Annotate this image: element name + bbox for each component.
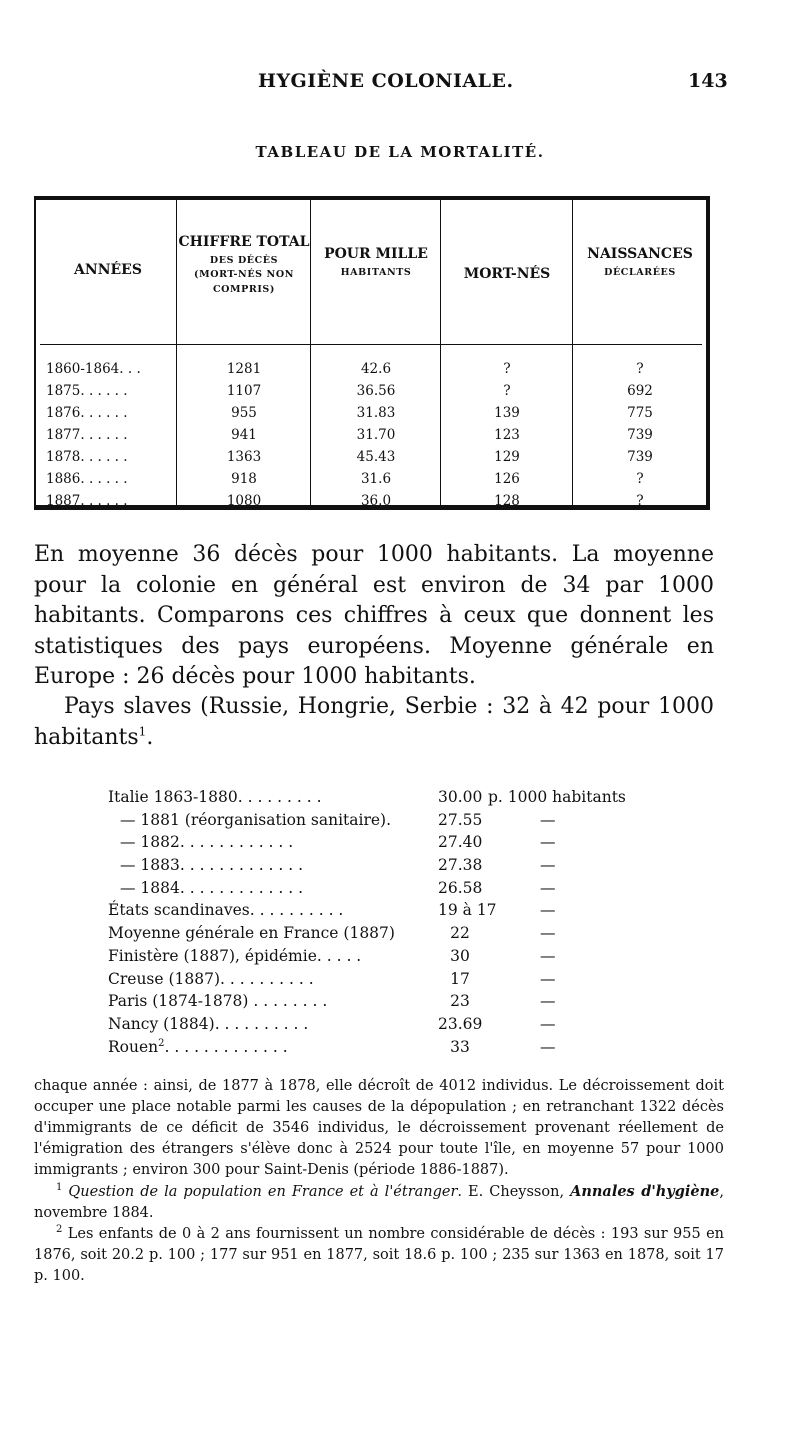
cell-stillborn: ?: [503, 383, 511, 399]
stat-label: Nancy (1884). . . . . . . . . .: [108, 1014, 309, 1033]
footnote-1-title: Question de la population en France et à l'étranger: [68, 1184, 458, 1200]
cell-year: 1887. . . . . .: [46, 493, 128, 509]
stat-label: — 1884. . . . . . . . . . . . .: [120, 878, 304, 897]
cell-year: 1877. . . . . .: [46, 427, 128, 443]
stat-unit: —: [540, 878, 556, 897]
cell-total: 1363: [226, 449, 262, 465]
stat-unit: —: [540, 969, 556, 988]
column-divider: [572, 200, 573, 505]
stat-value: 23: [450, 992, 470, 1011]
header-years: ANNÉES: [74, 262, 142, 278]
column-divider: [440, 200, 441, 505]
footnote-1: [34, 1181, 724, 1224]
stat-row: [108, 901, 668, 924]
cell-year: 1876. . . . . .: [46, 405, 128, 421]
stat-value: 17: [450, 969, 470, 988]
table-title: TABLEAU DE LA MORTALITÉ.: [255, 143, 545, 161]
cell-per-mille: 36.0: [360, 493, 392, 509]
column-stillborn: [442, 358, 572, 512]
stat-unit: —: [540, 901, 556, 920]
stat-value: 27.40: [438, 833, 483, 852]
cell-year: 1860-1864. . .: [46, 361, 141, 377]
stat-value: 33: [450, 1037, 470, 1056]
stat-row: [108, 970, 668, 993]
cell-per-mille: 31.83: [356, 405, 396, 421]
cell-per-mille: 31.70: [356, 427, 396, 443]
stat-value: 22: [450, 924, 470, 943]
stat-unit: —: [540, 924, 556, 943]
stat-value: 27.38: [438, 856, 483, 875]
header-per-mille: [312, 244, 440, 280]
cell-per-mille: 42.6: [360, 361, 392, 377]
column-divider: [176, 200, 177, 505]
header-stillborn: MORT-NÉS: [463, 266, 551, 282]
running-head: [0, 68, 800, 98]
header-total-main: CHIFFRE TOTAL: [178, 234, 310, 250]
footnote-number: 1: [56, 1182, 63, 1194]
stat-row: [108, 1015, 668, 1038]
cell-births: 739: [627, 449, 653, 465]
footnote-1-journal: Annales d'hygiène: [570, 1183, 720, 1200]
stat-row: [108, 1038, 668, 1061]
cell-births: 739: [627, 427, 653, 443]
footnote-1-author: . E. Cheysson,: [457, 1184, 571, 1200]
cell-births: 775: [627, 405, 653, 421]
footnote-2: [34, 1224, 724, 1287]
stat-unit: —: [540, 992, 556, 1011]
cell-total: 955: [231, 405, 257, 421]
stat-unit: —: [540, 946, 556, 965]
cell-total: 918: [231, 471, 257, 487]
stat-label: Moyenne générale en France (1887): [108, 924, 395, 943]
header-total-deaths: [178, 232, 310, 298]
stat-unit: —: [540, 833, 556, 852]
cell-per-mille: 36.56: [356, 383, 396, 399]
header-births-sub: DÉCLARÉES: [604, 266, 676, 278]
column-years: [46, 358, 176, 512]
footnote-ref: 2: [158, 1037, 165, 1049]
stat-row: [108, 856, 668, 879]
cell-stillborn: 123: [494, 427, 520, 443]
stat-row: [108, 879, 668, 902]
cell-births: 692: [627, 383, 653, 399]
page-number: 143: [688, 70, 728, 92]
stat-row: [108, 947, 668, 970]
stat-label: Paris (1874-1878) . . . . . . . .: [108, 992, 328, 1011]
slavic-end: .: [146, 724, 154, 750]
header-total-sub1: DES DÉCÈS: [209, 254, 279, 266]
footnotes: [34, 1076, 724, 1287]
stat-row: [108, 924, 668, 947]
stat-unit: —: [540, 1014, 556, 1033]
header-births: [574, 244, 706, 280]
header-rule: [40, 344, 702, 345]
stat-label: Finistère (1887), épidémie. . . . .: [108, 946, 362, 965]
mortality-table: [34, 196, 710, 510]
running-title: HYGIÈNE COLONIALE.: [258, 70, 514, 92]
mortality-comparison-list: [108, 788, 668, 1060]
stat-label: États scandinaves. . . . . . . . . .: [108, 901, 344, 920]
column-per-mille: [312, 358, 440, 512]
cell-stillborn: 126: [494, 471, 520, 487]
column-births: [574, 358, 706, 512]
footnote-2-text: Les enfants de 0 à 2 ans fournissent un nombre considérable de décès : 193 sur 955 en 1876, soit 20.2 p. 100 ; 177 sur 951 en 1877, soit 18.6 p. 100 ; 235 sur 1363 en 1878, soit 17 p. 100.: [34, 1226, 725, 1284]
header-per-mille-sub: HABITANTS: [340, 266, 412, 278]
cell-births: ?: [636, 361, 644, 377]
stat-value: 23.69: [438, 1014, 483, 1033]
cell-year: 1875. . . . . .: [46, 383, 128, 399]
stat-label: Creuse (1887). . . . . . . . . .: [108, 969, 314, 988]
stat-label: — 1881 (réorganisation sanitaire).: [120, 810, 392, 829]
header-total-sub2: (MORT-NÉS NON: [194, 269, 294, 281]
header-total-sub3: COMPRIS): [213, 284, 275, 296]
column-total-deaths: [178, 358, 310, 512]
stat-row: [108, 811, 668, 834]
stat-value: 30: [450, 946, 470, 965]
footnote-ref: 1: [138, 724, 147, 739]
stat-label-text: Rouen: [108, 1037, 159, 1056]
stat-row: [108, 833, 668, 856]
stat-value: 30.00: [438, 788, 483, 806]
footnote-continuation: chaque année : ainsi, de 1877 à 1878, elle décroît de 4012 individus. Le décroissement doit occuper une place notable parmi les causes de la dépopulation ; en retranchant 1322 décès d'immigrants de ce déficit de 3546 individus, le décroissement provenant réellement de l'émigration des étrangers s'élève donc à 2524 pour toute l'île, en moyenne 57 pour 1000 immigrants ; environ 300 pour Saint-Denis (période 1886-1887).: [34, 1078, 724, 1178]
stat-unit: p. 1000 habitants: [488, 788, 626, 806]
cell-births: ?: [636, 493, 644, 509]
header-births-main: NAISSANCES: [587, 246, 693, 262]
body-paragraph-slavic: [34, 692, 714, 753]
cell-stillborn: 128: [494, 493, 520, 509]
cell-stillborn: ?: [503, 361, 511, 377]
cell-stillborn: 139: [494, 405, 520, 421]
stat-unit: —: [540, 856, 556, 875]
stat-label: Italie 1863-1880. . . . . . . . .: [108, 788, 322, 806]
stat-value: 19 à 17: [438, 901, 497, 920]
stat-value: 27.55: [438, 810, 483, 829]
stat-unit: —: [540, 1037, 556, 1056]
cell-per-mille: 31.6: [360, 471, 392, 487]
cell-stillborn: 129: [494, 449, 520, 465]
cell-year: 1886. . . . . .: [46, 471, 128, 487]
cell-total: 1281: [226, 361, 262, 377]
cell-births: ?: [636, 471, 644, 487]
cell-total: 941: [231, 427, 257, 443]
cell-total: 1080: [226, 493, 262, 509]
stat-label-dots: . . . . . . . . . . . . .: [164, 1037, 288, 1056]
body-paragraph: En moyenne 36 décès pour 1000 habitants. La moyenne pour la colonie en général est environ de 34 par 1000 habitants. Comparons ces chiffres à ceux que donnent les statistiques des pays européens. Moyenne générale en Europe : 26 décès pour 1000 habitants.: [34, 542, 714, 689]
stat-label: [108, 1038, 288, 1056]
header-per-mille-main: POUR MILLE: [324, 246, 428, 262]
cell-per-mille: 45.43: [356, 449, 396, 465]
column-divider: [310, 200, 311, 505]
stat-label: — 1883. . . . . . . . . . . . .: [120, 856, 304, 875]
cell-year: 1878. . . . . .: [46, 449, 128, 465]
footnote-number: 2: [56, 1224, 63, 1236]
stat-value: 26.58: [438, 878, 483, 897]
slavic-text: Pays slaves (Russie, Hongrie, Serbie : 32 à 42 pour 1000 habitants: [34, 694, 714, 750]
footnote-1-date: , novembre 1884.: [34, 1184, 724, 1221]
stat-label: — 1882. . . . . . . . . . . .: [120, 833, 294, 852]
stat-row: [108, 992, 668, 1015]
cell-total: 1107: [226, 383, 262, 399]
stat-row: [108, 788, 668, 811]
stat-unit: —: [540, 810, 556, 829]
